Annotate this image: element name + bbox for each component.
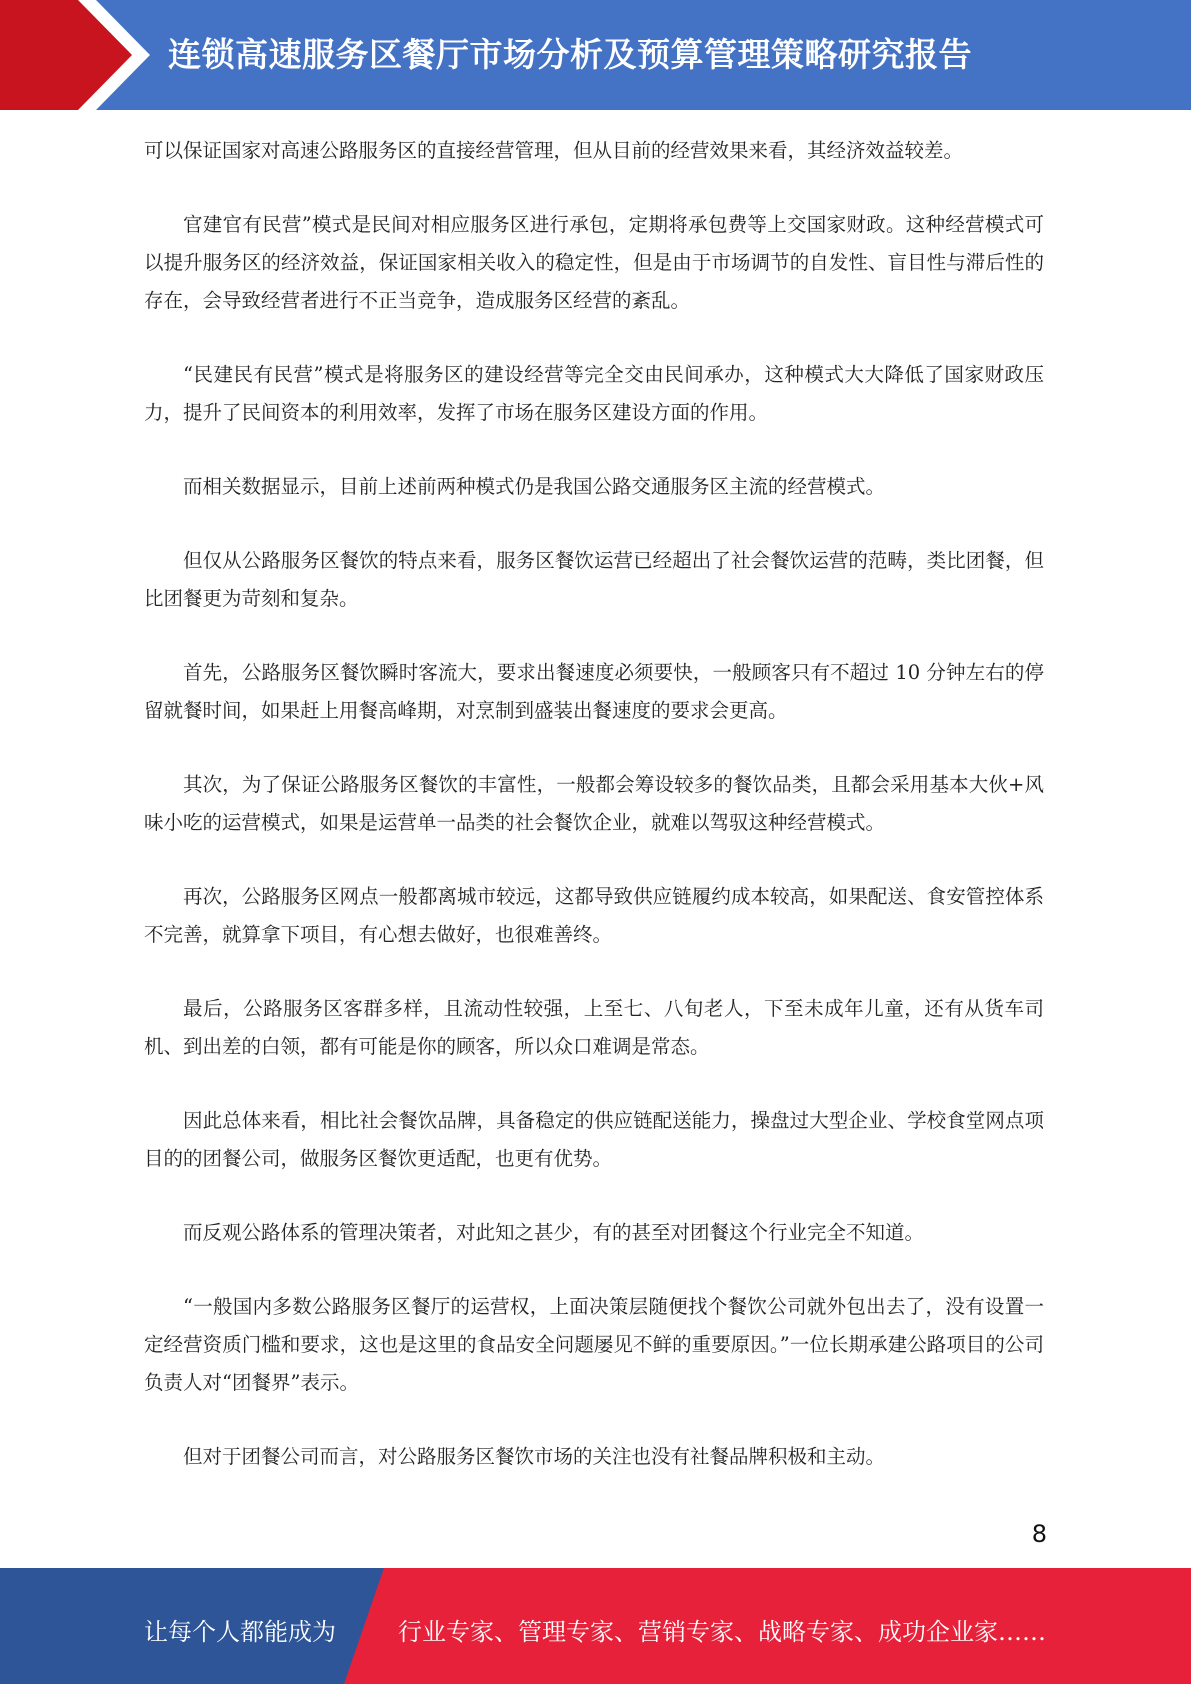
- footer-slogan-right: 行业专家、管理专家、营销专家、战略专家、成功企业家……: [398, 1618, 1046, 1646]
- footer-banner: [0, 1568, 1191, 1684]
- paragraph-5: 但仅从公路服务区餐饮的特点来看，服务区餐饮运营已经超出了社会餐饮运营的范畴，类比团餐，但比团餐更为苛刻和复杂。: [144, 549, 1044, 610]
- paragraph-7: 其次，为了保证公路服务区餐饮的丰富性，一般都会筹设较多的餐饮品类，且都会采用基本大伙+风味小吃的运营模式，如果是运营单一品类的社会餐饮企业，就难以驾驭这种经营模式。: [144, 773, 1044, 834]
- header-banner: [0, 0, 1191, 110]
- page-number: 8: [1031, 1520, 1047, 1548]
- footer-slogan-left: 让每个人都能成为: [144, 1618, 336, 1646]
- document-title: 连锁高速服务区餐厅市场分析及预算管理策略研究报告: [168, 35, 972, 74]
- paragraph-6: 首先，公路服务区餐饮瞬时客流大，要求出餐速度必须要快，一般顾客只有不超过 10 分钟左右的停留就餐时间，如果赶上用餐高峰期，对烹制到盛装出餐速度的要求会更高。: [144, 661, 1044, 722]
- paragraph-8: 再次，公路服务区网点一般都离城市较远，这都导致供应链履约成本较高，如果配送、食安管控体系不完善，就算拿下项目，有心想去做好，也很难善终。: [144, 885, 1044, 946]
- paragraph-12: “一般国内多数公路服务区餐厅的运营权，上面决策层随便找个餐饮公司就外包出去了，没有设置一定经营资质门槛和要求，这也是这里的食品安全问题屡见不鲜的重要原因。”一位长期承建公路项目的公司负责人对“团餐界”表示。: [144, 1295, 1044, 1394]
- report-body: [144, 132, 1044, 1512]
- paragraph-3: “民建民有民营”模式是将服务区的建设经营等完全交由民间承办，这种模式大大降低了国家财政压力，提升了民间资本的利用效率，发挥了市场在服务区建设方面的作用。: [144, 363, 1044, 424]
- paragraph-9: 最后，公路服务区客群多样，且流动性较强，上至七、八旬老人，下至未成年儿童，还有从货车司机、到出差的白领，都有可能是你的顾客，所以众口难调是常态。: [144, 997, 1044, 1058]
- paragraph-13: 但对于团餐公司而言，对公路服务区餐饮市场的关注也没有社餐品牌积极和主动。: [183, 1445, 886, 1468]
- paragraph-11: 而反观公路体系的管理决策者，对此知之甚少，有的甚至对团餐这个行业完全不知道。: [183, 1221, 925, 1244]
- paragraph-2: 官建官有民营”模式是民间对相应服务区进行承包，定期将承包费等上交国家财政。这种经营模式可以提升服务区的经济效益，保证国家相关收入的稳定性，但是由于市场调节的自发性、盲目性与滞后性的存在，会导致经营者进行不正当竞争，造成服务区经营的紊乱。: [144, 213, 1044, 312]
- paragraph-1: 可以保证国家对高速公路服务区的直接经营管理，但从目前的经营效果来看，其经济效益较差。: [144, 139, 964, 162]
- paragraph-10: 因此总体来看，相比社会餐饮品牌，具备稳定的供应链配送能力，操盘过大型企业、学校食堂网点项目的的团餐公司，做服务区餐饮更适配，也更有优势。: [144, 1109, 1044, 1170]
- paragraph-4: 而相关数据显示，目前上述前两种模式仍是我国公路交通服务区主流的经营模式。: [183, 475, 886, 498]
